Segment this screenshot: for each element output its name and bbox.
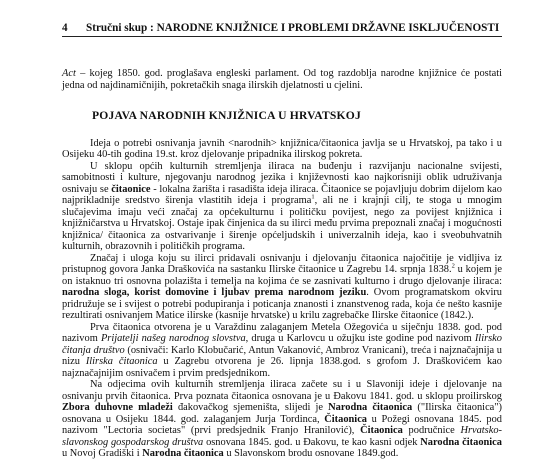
bold-term: narodna sloga, korist domovine i ljubav prema narodnom jeziku [62,287,367,298]
italic-term: Hrvatsko-slavonskog gospodarskog društva [62,425,502,448]
paragraph-4 [62,322,502,380]
italic-term: Prijatelji našeg narodnog slovstva [100,333,246,344]
page-header [62,20,502,37]
text-run: Značaj i uloga koju su ilirci pridavali osnivanju i djelovanju čitaonica najočitije je vidljiva iz pristupnog govora Janka Draškovića na sastanku Ilirske čitaonice u Zagrebu 14. srpnja 1838. [62,252,502,275]
footnote-marker: 2 [451,262,455,270]
continuation-paragraph [62,68,502,91]
text-run: , ali ne i krajnji cilj, te stoga u mnogim slučajevima imaju veći značaj za općekulturnu i političku povijest, nego za povijest knjižnica i knjižničarstva u Hrvatskoj. Ostaje ipak činjenica da su ilirci među prvima prepoznali značaj i mogućnosti knjižnica/ čitaonica za ostvarivanje i širenje općeljudskih i univerzalnih ideja, kao i sveobuhvatnih kulturnih, obrazovnih i političkih programa. [62,195,502,252]
text-run: ("Ilirska čitaonica") osnovana u Osijeku 1844. god. zalaganjem Jurja Tordinca, [62,402,502,425]
bold-term: Narodna čitaonica [328,402,413,413]
bold-term: Narodna čitaonica [142,448,224,459]
text-run: osnovana 1845. god. u Đakovu, te kao kasni odjek [203,436,421,448]
italic-term: Ilirsko čitanja društvo [62,333,502,356]
text-run: u Požegi osnovana 1845. pod nazivom "Lectoria societas" (prvi predsjednik Franjo Hranilović), [62,413,502,436]
text-run: , druga u Karlovcu u ožujku iste godine pod nazivom [245,333,475,344]
page-number: 4 [62,22,68,34]
text-run: u Novoj Gradiški i [62,448,143,459]
paragraph-2 [62,161,502,253]
running-title: Stručni skup : NARODNE KNJIŽNICE I PROBLEMI DRŽAVNE ISKLJUČENOSTI [86,22,500,34]
paragraph-1: Ideja o potrebi osnivanja javnih <narodnih> knjižnica/čitaonica javlja se u Hrvatskoj, pa tako i u Osijeku 40-tih godina 19.st. kroz djelovanje pripadnika ilirskog pokreta. [62,137,502,160]
bold-term: Čitaonica [324,413,367,425]
text-run: (osnivači: Karlo Klobučarić, Antun Vakanović, Ambroz Vranicani), treća i najznačajnija u nizu [62,344,502,367]
bold-term: čitaonice [111,183,151,195]
italic-text: Act [62,68,76,79]
text-run: đakovačkog sjemeništa, slijedi je [172,402,329,413]
text-run: – kojeg 1850. god. proglašava engleski parlament. Od tog razdoblja narodne knjižnice će postati jedna od najdinamičnijih, pokretačkih snaga ilirskih djelatnosti u cjelini. [62,68,502,91]
bold-term: Čitaonica [360,425,403,436]
footnote-marker: 1 [311,193,315,201]
text-run: - lokalna žarišta i rasadišta ideja iliraca. Čitaonice se pojavljuju dobrim dijelom kao najprikladnije sredstvo širenja vlastitih ideja i programa [62,183,502,206]
bold-term: Narodna čitaonica [420,436,502,448]
text-run: u Zagrebu otvorena je 26. lipnja 1838.god. s grofom J. Draškovićem kao najznačajnijim osnivačem i prvim predsjednikom. [62,356,502,379]
bold-term: Zbora duhovne mladeži [62,402,173,413]
text-run: u Slavonskom brodu osnovane 1849.god. [223,448,399,459]
text-run: u kojem je on istaknuo tri osnovna polazišta i temelja na kojima će se zasnivati kulturno i drugo djelovanje iliraca: [62,264,502,287]
text-run: područnice [402,425,461,436]
paragraph-5 [62,379,502,460]
text-run: . Ovom programatskom okviru pridružuje se i svijest o potrebi podupiranja i poticanja znanosti i znanstvenog rada, koja će nešto kasnije rezultirati osnivanjem Matice ilirske (kasnije hrvatske) u krilu zagrebačke Ilirske čitaonice (1842.). [62,287,502,321]
text-run: Na odjecima ovih kulturnih stremljenja iliraca začete su i u Slavoniji ideje i djelovanje na osnivanju prvih čitaonica. Prva poznata čitaonica osnovana je u Đakovu 1841. god. u sklopu proilirskog [62,379,502,402]
italic-term: Ilirska čitaonica [85,356,158,367]
text-run: U sklopu općih kulturnih stremljenja iliraca na buđenju i razvijanju nacionalne svijesti, samobitnosti i kulture, njegovanju narodnog jezika i književnosti kao najkorisniji oblik udruživanja osnivaju se [62,160,502,195]
text-run: Prva čitaonica otvorena je u Varaždinu zalaganjem Metela Ožegovića u siječnju 1838. god. pod nazivom [62,321,502,344]
section-heading: POJAVA NARODNIH KNJIŽNICA U HRVATSKOJ [92,109,361,122]
page-body [62,68,502,460]
paragraph-3 [62,253,502,322]
